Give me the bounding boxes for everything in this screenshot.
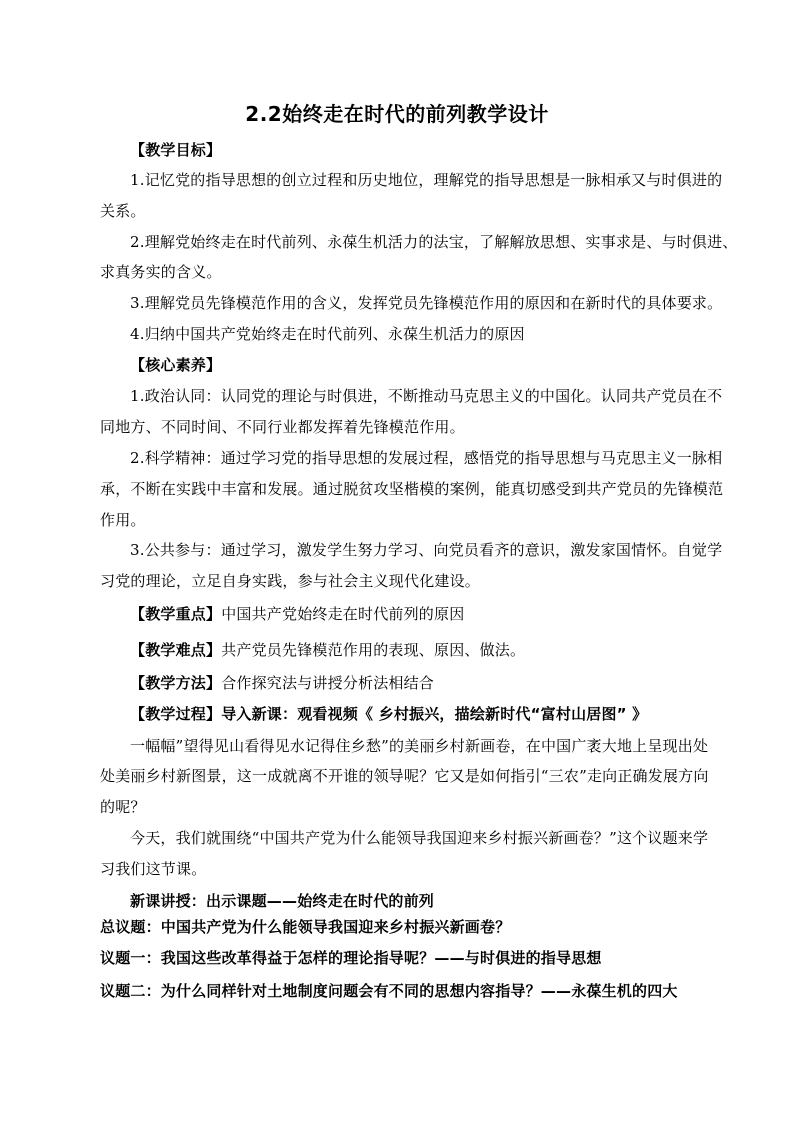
literacy-2-line-1: 2.科学精神：通过学习党的指导思想的发展过程，感悟党的指导思想与马克思主义一脉相 [130, 449, 723, 467]
literacy-2-line-3: 作用。 [100, 511, 146, 529]
objective-1-line-1: 1.记忆党的指导思想的创立过程和历史地位，理解党的指导思想是一脉相承又与时俱进的 [130, 171, 723, 189]
method-text: 合作探究法与讲授分析法相结合 [221, 674, 435, 692]
process-intro-text: 导入新课：观看视频《 乡村振兴，描绘新时代“富村山居图” 》 [221, 705, 648, 723]
objective-3: 3.理解党员先锋模范作用的含义，发挥党员先锋模范作用的原因和在新时代的具体要求。 [130, 294, 723, 312]
new-lesson: 新课讲授：出示课题——始终走在时代的前列 [130, 892, 435, 910]
literacy-3-line-2: 习党的理论，立足自身实践，参与社会主义现代化建设。 [100, 572, 481, 590]
literacy-1-line-1: 1.政治认同：认同党的理论与时俱进，不断推动马克思主义的中国化。认同共产党员在不 [130, 387, 723, 405]
general-topic: 总议题：中国共产党为什么能领导我国迎来乡村振兴新画卷？ [100, 918, 511, 936]
literacy-3-line-1: 3.公共参与：通过学习，激发学生努力学习、向党员看齐的意识，激发家国情怀。自觉学 [130, 541, 723, 559]
para1-line-1: 一幅幅”望得见山看得见水记得住乡愁”的美丽乡村新画卷，在中国广袤大地上呈现出处 [130, 737, 709, 755]
topic-2: 议题二：为什么同样针对土地制度问题会有不同的思想内容指导？——永葆生机的四大 [100, 982, 678, 1000]
objective-2-line-1: 2.理解党始终走在时代前列、永葆生机活力的法宝，了解解放思想、实事求是、与时俱进、 [130, 233, 738, 251]
literacy-2-line-2: 承，不断在实践中丰富和发展。通过脱贫攻坚楷模的案例，能真切感受到共产党员的先锋模范 [100, 480, 724, 498]
objective-2-line-2: 求真务实的含义。 [100, 263, 222, 281]
difficulty [130, 640, 750, 660]
para1-line-3: 的呢？ [100, 798, 146, 816]
difficulty-label: 【教学难点】 [130, 641, 222, 659]
objective-1-line-2: 关系。 [100, 202, 146, 220]
key-point [130, 604, 750, 624]
topic-1: 议题一：我国这些改革得益于怎样的理论指导呢？——与时俱进的指导思想 [100, 949, 602, 967]
objectives-heading: 【教学目标】 [130, 141, 222, 159]
literacy-heading: 【核心素养】 [130, 356, 222, 374]
method-label: 【教学方法】 [130, 674, 222, 692]
para2-line-2: 习我们这节课。 [100, 860, 207, 878]
para2-line-1: 今天，我们就围绕“中国共产党为什么能领导我国迎来乡村振兴新画卷？”这个议题来学 [130, 829, 709, 847]
process-label: 【教学过程】 [130, 705, 222, 723]
para1-line-2: 处美丽乡村新图景，这一成就离不开谁的领导呢？它又是如何指引“三农”走向正确发展方向 [100, 767, 709, 785]
objective-4: 4.归纳中国共产党始终走在时代前列、永葆生机活力的原因 [130, 325, 525, 343]
method [130, 673, 750, 693]
literacy-1-line-2: 同地方、不同时间、不同行业都发挥着先锋模范作用。 [100, 418, 465, 436]
key-point-text: 中国共产党始终走在时代前列的原因 [221, 605, 465, 623]
difficulty-text: 共产党员先锋模范作用的表现、原因、做法。 [221, 641, 526, 659]
process-intro [130, 704, 750, 724]
key-point-label: 【教学重点】 [130, 605, 222, 623]
document-title: 2.2始终走在时代的前列教学设计 [245, 102, 549, 126]
